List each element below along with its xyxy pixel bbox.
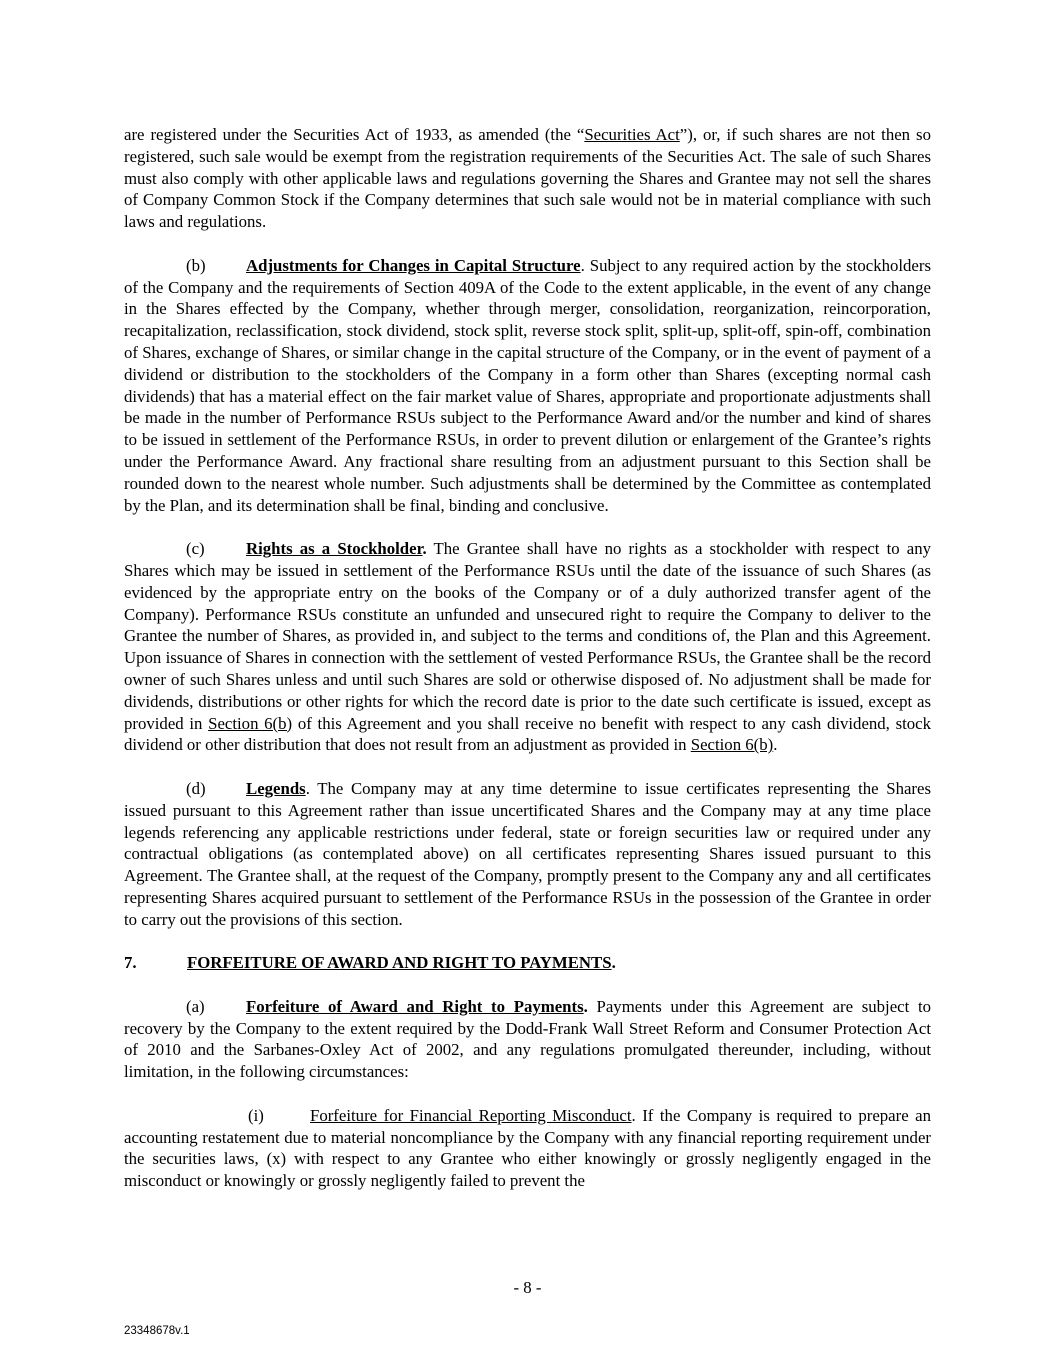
subsection-label-7a: (a) [186,996,205,1016]
subsection-label-c: (c) [186,539,205,559]
paragraph-7a-i [124,1105,931,1192]
defined-term-securities-act: Securities Act [584,125,680,144]
cross-reference-section-6b-second: Section 6(b) [690,735,774,755]
cross-reference-section-6b: Section 6(b) [208,713,293,733]
subsection-text-c-part2: of this Agreement and you shall receive no benefit with respect to any cash dividend, stock dividend or other distribution that does not result from an adjustment as provided in [124,713,931,755]
section-heading-7 [124,952,931,974]
subsection-label-b: (b) [186,255,206,275]
paragraph-continuation [124,124,931,233]
paragraph-6c [124,538,931,756]
subsection-label-d: (d) [186,778,206,798]
subsection-text-c-part3: . [773,735,778,755]
subsection-text-d: The Company may at any time determine to issue certificates representing the Shares issued pursuant to this Agreement rather than issue uncertificated Shares and the Company may at any time place legends referencing any applicable restrictions under federal, state or foreign securities law or required under any contractual obligations (as contemplated above) on all certificates representing Shares issued pursuant to this Agreement. The Grantee shall, at the request of the Company, promptly present to the Company any and all certificates representing Shares acquired pursuant to settlement of the Performance RSUs in the possession of the Grantee in order to carry out the provisions of this section. [124,778,931,929]
subsection-title-punct-d: . [305,778,310,798]
clause-title-i: Forfeiture for Financial Reporting Misconduct [310,1105,632,1125]
section-title-punct-7: . [611,953,616,973]
subsection-title-7a: Forfeiture of Award and Right to Payments [246,996,584,1016]
page-number: - 8 - [513,1278,542,1297]
subsection-text-7a: Payments under this Agreement are subject to recovery by the Company to the extent required by the Dodd-Frank Wall Street Reform and Consumer Protection Act of 2010 and the Sarbanes-Oxley Act of 2002, and any regulations promulgated thereunder, including, without limitation, in the following circumstances: [124,996,931,1082]
subsection-title-c: Rights as a Stockholder [246,539,423,559]
document-body [124,124,931,1214]
continuation-text-start: are registered under the Securities Act of 1933, as amended (the “ [124,125,585,144]
subsection-title-punct-7a: . [583,996,588,1016]
subsection-text-c-part1: The Grantee shall have no rights as a stockholder with respect to any Shares which may be issued in settlement of the Performance RSUs until the date of the issuance of such Shares (as evidenced by the appropriate entry on the books of the Company or of a duly authorized transfer agent of the Company). Performance RSUs constitute an unfunded and unsecured right to require the Company to deliver to the Grantee the number of Shares, as provided in, and subject to the terms and conditions of, the Plan and this Agreement. Upon issuance of Shares in connection with the settlement of vested Performance RSUs, the Grantee shall be the record owner of such Shares unless and until such Shares are sold or otherwise disposed of. No adjustment shall be made for dividends, distributions or other rights for which the record date is prior to the date such certificate is issued, except as provided in [124,539,931,733]
subsection-text-b: Subject to any required action by the stockholders of the Company and the requirements of Section 409A of the Code to the extent applicable, in the event of any change in the Shares effected by the Company, whether through merger, consolidation, reorganization, reincorporation, recapitalization, reclassification, stock dividend, stock split, reverse stock split, split-up, split-off, spin-off, combination of Shares, exchange of Shares, or similar change in the capital structure of the Company, or in the event of payment of a dividend or distribution to the stockholders of the Company in a form other than Shares (excepting normal cash dividends) that has a material effect on the fair market value of Shares, appropriate and proportionate adjustments shall be made in the number of Performance RSUs subject to the Performance Award and/or the number and kind of shares to be issued in settlement of the Performance RSUs, in order to prevent dilution or enlargement of the Grantee’s rights under the Performance Award. Any fractional share resulting from an adjustment pursuant to this Section shall be rounded down to the nearest whole number. Such adjustments shall be determined by the Committee as contemplated by the Plan, and its determination shall be final, binding and conclusive. [124,255,932,515]
continuation-text-end: ”), or, if such shares are not then so registered, such sale would be exempt from the registration requirements of the Securities Act. The sale of such Shares must also comply with other applicable laws and regulations governing the Shares and Grantee may not sell the shares of Company Common Stock if the Company determines that such sale would not be in material compliance with such laws and regulations. [124,125,931,232]
clause-label-i: (i) [248,1105,264,1125]
paragraph-6b [124,255,931,517]
section-number-7: 7. [124,953,137,973]
subsection-title-punct-c: . [422,539,427,559]
subsection-title-b: Adjustments for Changes in Capital Structure [246,255,581,275]
paragraph-7a [124,996,931,1083]
clause-text-i: . If the Company is required to prepare an accounting restatement due to material noncompliance by the Company with any financial reporting requirement under the securities laws, (x) with respect to any Grantee who either knowingly or grossly negligently engaged in the misconduct or knowingly or grossly negligently failed to prevent the [124,1105,931,1191]
subsection-title-d: Legends [246,778,306,798]
document-id: 23348678v.1 [124,1325,190,1337]
paragraph-6d [124,778,931,931]
subsection-title-punct-b: . [580,255,585,275]
section-title-7: FORFEITURE OF AWARD AND RIGHT TO PAYMENTS [187,953,612,973]
